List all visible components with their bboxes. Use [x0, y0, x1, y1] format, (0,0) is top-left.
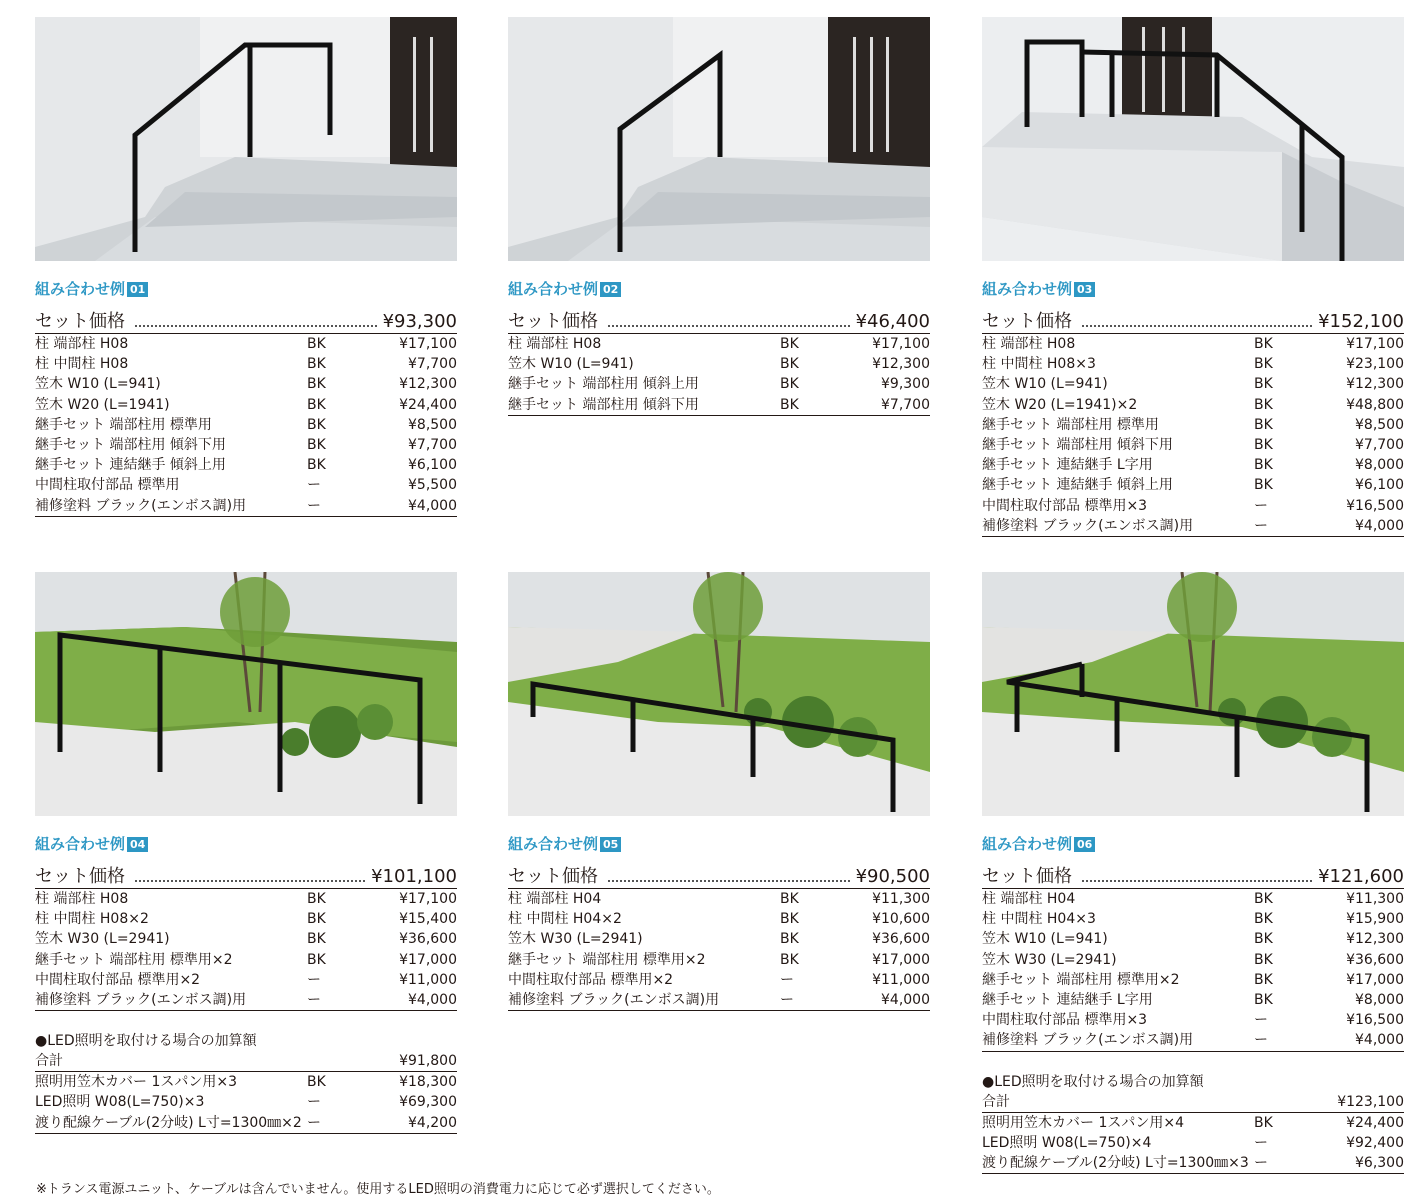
- table-row: [35, 455, 457, 475]
- footnote: ※トランス電源ユニット、ケーブルは含んでいません。使用するLED照明の消費電力に応じて必ず選択してください。: [36, 1182, 720, 1197]
- parts-table: [35, 889, 457, 1011]
- table-row: [508, 990, 930, 1011]
- table-row: [982, 1133, 1404, 1153]
- item-color: BK: [1254, 376, 1273, 393]
- item-name: 継手セット 連結継手 傾斜上用: [35, 457, 226, 474]
- item-name: 補修塗料 ブラック(エンボス調)用: [35, 990, 307, 1011]
- set-price-label: セット価格: [982, 311, 1072, 332]
- example-photo-garden-fence: [508, 572, 930, 816]
- item-price: ¥11,300: [872, 891, 930, 908]
- example-label-text: 組み合わせ例: [35, 835, 126, 853]
- item-price: ¥11,300: [1346, 891, 1404, 908]
- set-price-label: セット価格: [508, 311, 598, 332]
- led-total-label: 合計: [35, 1053, 63, 1070]
- example-label: [508, 279, 930, 299]
- table-row: [35, 475, 457, 495]
- item-price: ¥12,300: [872, 356, 930, 373]
- item-name: 笠木 W20 (L=1941): [35, 396, 170, 413]
- item-price: ¥5,500: [408, 477, 457, 494]
- item-name: 柱 中間柱 H04×3: [982, 911, 1096, 928]
- item-color: BK: [1254, 911, 1273, 928]
- item-color: BK: [307, 437, 326, 454]
- item-color: BK: [780, 336, 799, 353]
- led-total-label: 合計: [982, 1093, 1010, 1110]
- item-price: ¥17,000: [1346, 971, 1404, 988]
- item-color: BK: [780, 931, 799, 948]
- table-row: [982, 889, 1404, 909]
- item-price: ¥69,300: [399, 1094, 457, 1111]
- item-name: 継手セット 端部柱用 傾斜下用: [982, 437, 1173, 454]
- table-row: [508, 950, 930, 970]
- set-price-value: ¥101,100: [371, 866, 457, 887]
- item-color: ー: [307, 1113, 367, 1134]
- item-color: BK: [1254, 356, 1273, 373]
- table-row: [982, 970, 1404, 990]
- table-row: [982, 435, 1404, 455]
- item-price: ¥24,400: [399, 396, 457, 413]
- item-name: 補修塗料 ブラック(エンボス調)用: [982, 516, 1254, 537]
- led-addon-section: [982, 1072, 1404, 1175]
- led-addon-title: ●LED照明を取付ける場合の加算額: [982, 1073, 1204, 1090]
- item-color: BK: [1254, 457, 1273, 474]
- led-addon-section: [35, 1031, 457, 1134]
- item-price: ¥15,400: [399, 911, 457, 928]
- item-name: 補修塗料 ブラック(エンボス調)用: [35, 496, 307, 517]
- example-number-badge: 03: [1074, 282, 1095, 297]
- item-color: BK: [307, 951, 326, 968]
- item-name: 中間柱取付部品 標準用×3: [982, 497, 1148, 514]
- item-price: ¥17,100: [872, 336, 930, 353]
- item-price: ¥48,800: [1346, 396, 1404, 413]
- example-photo-stair-handrail: [35, 17, 457, 261]
- led-addon-title: ●LED照明を取付ける場合の加算額: [35, 1033, 257, 1050]
- table-row: [982, 455, 1404, 475]
- item-name: 継手セット 端部柱用 標準用×2: [508, 951, 706, 968]
- item-price: ¥8,500: [408, 416, 457, 433]
- item-color: BK: [307, 1074, 326, 1091]
- leader-dots: [608, 880, 850, 882]
- parts-table: [508, 889, 930, 1011]
- item-color: ー: [307, 1094, 321, 1111]
- example-photo-stair-handrail: [508, 17, 930, 261]
- table-row: [508, 889, 930, 909]
- set-price-label: セット価格: [508, 866, 598, 887]
- table-row: [982, 950, 1404, 970]
- item-price: ¥8,000: [1355, 992, 1404, 1009]
- item-color: ー: [1254, 1134, 1268, 1151]
- table-row: [508, 909, 930, 929]
- set-price-value: ¥152,100: [1318, 311, 1404, 332]
- example-card-06: [982, 572, 1404, 1174]
- table-row: [35, 990, 457, 1011]
- item-name: 中間柱取付部品 標準用: [35, 477, 180, 494]
- item-name: LED照明 W08(L=750)×4: [982, 1134, 1152, 1151]
- table-row: [508, 354, 930, 374]
- table-row: [35, 354, 457, 374]
- example-number-badge: 04: [127, 837, 148, 852]
- item-name: 笠木 W10 (L=941): [982, 931, 1108, 948]
- led-total-price: ¥91,800: [399, 1053, 457, 1070]
- led-total-row: [982, 1092, 1404, 1113]
- item-price: ¥18,300: [399, 1074, 457, 1091]
- example-label-text: 組み合わせ例: [35, 280, 126, 298]
- table-row: [35, 909, 457, 929]
- table-row: [982, 929, 1404, 949]
- example-card-05: [508, 572, 930, 1011]
- table-row: [508, 374, 930, 394]
- table-row: [982, 415, 1404, 435]
- set-price-row: [982, 307, 1404, 334]
- item-price: ¥17,100: [1346, 336, 1404, 353]
- item-color: BK: [1254, 396, 1273, 413]
- table-row: [982, 395, 1404, 415]
- leader-dots: [1082, 880, 1312, 882]
- item-color: BK: [1254, 477, 1273, 494]
- set-price-value: ¥46,400: [855, 311, 930, 332]
- leader-dots: [608, 325, 850, 327]
- table-row: [508, 334, 930, 354]
- item-color: BK: [780, 376, 799, 393]
- set-price-row: [508, 307, 930, 334]
- item-color: BK: [1254, 891, 1273, 908]
- item-name: 柱 中間柱 H08×2: [35, 911, 149, 928]
- item-color: ー: [307, 477, 321, 494]
- table-row: [982, 1153, 1404, 1174]
- table-row: [35, 950, 457, 970]
- item-price: ¥6,100: [1355, 477, 1404, 494]
- item-name: 中間柱取付部品 標準用×2: [35, 971, 201, 988]
- item-price: ¥7,700: [408, 356, 457, 373]
- item-price: ¥92,400: [1346, 1134, 1404, 1151]
- set-price-row: [508, 862, 930, 889]
- item-name: 笠木 W30 (L=2941): [508, 931, 643, 948]
- example-label: [982, 279, 1404, 299]
- table-row: [982, 1113, 1404, 1133]
- example-photo-garden-fence: [982, 572, 1404, 816]
- item-name: 照明用笠木カバー 1スパン用×3: [35, 1074, 237, 1091]
- example-photo-garden-fence: [35, 572, 457, 816]
- item-name: 継手セット 端部柱用 標準用: [35, 416, 212, 433]
- set-price-value: ¥121,600: [1318, 866, 1404, 887]
- leader-dots: [135, 880, 365, 882]
- item-color: BK: [307, 396, 326, 413]
- example-card-04: [35, 572, 457, 1134]
- item-color: ー: [1254, 1012, 1268, 1029]
- example-label: [982, 834, 1404, 854]
- item-name: 笠木 W10 (L=941): [982, 376, 1108, 393]
- example-card-02: [508, 17, 930, 416]
- item-price: ¥4,000: [367, 496, 457, 517]
- item-price: ¥17,100: [399, 891, 457, 908]
- item-color: BK: [307, 356, 326, 373]
- item-name: 笠木 W20 (L=1941)×2: [982, 396, 1138, 413]
- item-color: ー: [307, 496, 367, 517]
- item-color: BK: [780, 911, 799, 928]
- item-price: ¥12,300: [1346, 931, 1404, 948]
- item-name: 柱 中間柱 H08: [35, 356, 129, 373]
- item-name: 柱 端部柱 H08: [982, 336, 1076, 353]
- item-price: ¥4,000: [840, 990, 930, 1011]
- set-price-row: [35, 862, 457, 889]
- item-color: ー: [1254, 516, 1314, 537]
- table-row: [982, 496, 1404, 516]
- item-name: 柱 中間柱 H08×3: [982, 356, 1096, 373]
- item-name: 笠木 W10 (L=941): [508, 356, 634, 373]
- item-price: ¥7,700: [408, 437, 457, 454]
- item-name: 柱 端部柱 H08: [35, 336, 129, 353]
- item-name: 中間柱取付部品 標準用×2: [508, 971, 674, 988]
- example-number-badge: 05: [600, 837, 621, 852]
- set-price-label: セット価格: [35, 866, 125, 887]
- example-number-badge: 01: [127, 282, 148, 297]
- table-row: [982, 374, 1404, 394]
- item-price: ¥6,300: [1314, 1153, 1404, 1174]
- item-name: 照明用笠木カバー 1スパン用×4: [982, 1114, 1184, 1131]
- example-label: [35, 834, 457, 854]
- set-price-label: セット価格: [35, 311, 125, 332]
- item-price: ¥4,000: [1314, 516, 1404, 537]
- led-total-price: ¥123,100: [1337, 1093, 1404, 1110]
- item-name: 継手セット 端部柱用 標準用×2: [982, 971, 1180, 988]
- table-row: [35, 1092, 457, 1112]
- item-name: 補修塗料 ブラック(エンボス調)用: [508, 990, 780, 1011]
- table-row: [508, 970, 930, 990]
- example-number-badge: 06: [1074, 837, 1095, 852]
- item-price: ¥7,700: [840, 395, 930, 416]
- parts-table: [982, 889, 1404, 1052]
- table-row: [982, 1010, 1404, 1030]
- table-row: [35, 415, 457, 435]
- item-price: ¥4,000: [1314, 1030, 1404, 1051]
- item-name: 渡り配線ケーブル(2分岐) L寸=1300㎜×2: [35, 1113, 307, 1134]
- item-name: 柱 端部柱 H04: [508, 891, 602, 908]
- item-color: ー: [780, 990, 840, 1011]
- item-price: ¥36,600: [872, 931, 930, 948]
- set-price-value: ¥90,500: [855, 866, 930, 887]
- table-row: [35, 1113, 457, 1134]
- item-color: BK: [307, 416, 326, 433]
- item-color: BK: [780, 356, 799, 373]
- table-row: [982, 909, 1404, 929]
- item-color: BK: [1254, 971, 1273, 988]
- item-price: ¥23,100: [1346, 356, 1404, 373]
- item-name: 中間柱取付部品 標準用×3: [982, 1012, 1148, 1029]
- item-color: BK: [1254, 336, 1273, 353]
- example-photo-stair-handrail: [982, 17, 1404, 261]
- table-row: [982, 990, 1404, 1010]
- item-price: ¥12,300: [1346, 376, 1404, 393]
- item-price: ¥16,500: [1346, 1012, 1404, 1029]
- table-row: [982, 516, 1404, 537]
- table-row: [35, 374, 457, 394]
- item-name: 柱 端部柱 H04: [982, 891, 1076, 908]
- item-name: 柱 中間柱 H04×2: [508, 911, 622, 928]
- parts-table: [35, 334, 457, 517]
- item-color: BK: [307, 931, 326, 948]
- item-color: BK: [1254, 951, 1273, 968]
- set-price-row: [982, 862, 1404, 889]
- table-row: [35, 929, 457, 949]
- item-color: ー: [780, 971, 794, 988]
- item-name: 継手セット 端部柱用 傾斜下用: [35, 437, 226, 454]
- item-color: BK: [1254, 992, 1273, 1009]
- table-row: [35, 435, 457, 455]
- item-name: 笠木 W30 (L=2941): [982, 951, 1117, 968]
- item-name: 補修塗料 ブラック(エンボス調)用: [982, 1030, 1254, 1051]
- item-name: 継手セット 端部柱用 標準用: [982, 416, 1159, 433]
- item-color: ー: [1254, 497, 1268, 514]
- item-color: BK: [307, 911, 326, 928]
- item-price: ¥10,600: [872, 911, 930, 928]
- item-color: BK: [307, 891, 326, 908]
- item-name: 柱 端部柱 H08: [508, 336, 602, 353]
- item-price: ¥11,000: [872, 971, 930, 988]
- item-name: 渡り配線ケーブル(2分岐) L寸=1300㎜×3: [982, 1153, 1254, 1174]
- example-card-01: [35, 17, 457, 517]
- example-label-text: 組み合わせ例: [508, 835, 599, 853]
- table-row: [982, 1030, 1404, 1051]
- table-row: [508, 929, 930, 949]
- table-row: [35, 889, 457, 909]
- item-price: ¥36,600: [1346, 951, 1404, 968]
- item-price: ¥8,500: [1355, 416, 1404, 433]
- led-parts-table: [982, 1113, 1404, 1175]
- parts-table: [508, 334, 930, 416]
- table-row: [35, 496, 457, 517]
- item-price: ¥17,000: [872, 951, 930, 968]
- example-label-text: 組み合わせ例: [982, 835, 1073, 853]
- item-name: 柱 端部柱 H08: [35, 891, 129, 908]
- item-color: BK: [307, 336, 326, 353]
- set-price-label: セット価格: [982, 866, 1072, 887]
- example-label: [508, 834, 930, 854]
- item-price: ¥36,600: [399, 931, 457, 948]
- item-name: 継手セット 端部柱用 傾斜上用: [508, 376, 699, 393]
- item-price: ¥8,000: [1355, 457, 1404, 474]
- item-name: 継手セット 連結継手 傾斜上用: [982, 477, 1173, 494]
- set-price-value: ¥93,300: [382, 311, 457, 332]
- table-row: [35, 334, 457, 354]
- table-row: [982, 354, 1404, 374]
- item-price: ¥12,300: [399, 376, 457, 393]
- item-color: ー: [1254, 1030, 1314, 1051]
- item-name: LED照明 W08(L=750)×3: [35, 1094, 205, 1111]
- item-price: ¥9,300: [881, 376, 930, 393]
- table-row: [508, 395, 930, 416]
- item-color: BK: [1254, 437, 1273, 454]
- item-price: ¥17,000: [399, 951, 457, 968]
- item-color: BK: [307, 376, 326, 393]
- item-name: 継手セット 連結継手 L字用: [982, 992, 1153, 1009]
- item-color: BK: [780, 951, 799, 968]
- table-row: [35, 970, 457, 990]
- item-color: ー: [307, 990, 367, 1011]
- item-color: BK: [1254, 416, 1273, 433]
- example-label-text: 組み合わせ例: [508, 280, 599, 298]
- item-name: 笠木 W30 (L=2941): [35, 931, 170, 948]
- item-color: ー: [307, 971, 321, 988]
- item-color: BK: [780, 395, 840, 416]
- item-name: 笠木 W10 (L=941): [35, 376, 161, 393]
- set-price-row: [35, 307, 457, 334]
- example-label-text: 組み合わせ例: [982, 280, 1073, 298]
- item-name: 継手セット 端部柱用 標準用×2: [35, 951, 233, 968]
- example-label: [35, 279, 457, 299]
- leader-dots: [1082, 325, 1312, 327]
- item-price: ¥15,900: [1346, 911, 1404, 928]
- item-price: ¥4,000: [367, 990, 457, 1011]
- item-price: ¥16,500: [1346, 497, 1404, 514]
- item-price: ¥4,200: [367, 1113, 457, 1134]
- led-total-row: [35, 1051, 457, 1072]
- item-name: 継手セット 連結継手 L字用: [982, 457, 1153, 474]
- item-price: ¥17,100: [399, 336, 457, 353]
- table-row: [35, 395, 457, 415]
- table-row: [35, 1072, 457, 1092]
- item-color: BK: [307, 457, 326, 474]
- item-name: 継手セット 端部柱用 傾斜下用: [508, 395, 780, 416]
- led-parts-table: [35, 1072, 457, 1134]
- table-row: [982, 475, 1404, 495]
- item-price: ¥11,000: [399, 971, 457, 988]
- item-color: BK: [1254, 931, 1273, 948]
- example-number-badge: 02: [600, 282, 621, 297]
- leader-dots: [135, 325, 377, 327]
- table-row: [982, 334, 1404, 354]
- item-color: ー: [1254, 1153, 1314, 1174]
- item-price: ¥7,700: [1355, 437, 1404, 454]
- item-price: ¥24,400: [1346, 1114, 1404, 1131]
- example-card-03: [982, 17, 1404, 537]
- parts-table: [982, 334, 1404, 537]
- item-color: BK: [1254, 1114, 1273, 1131]
- item-price: ¥6,100: [408, 457, 457, 474]
- item-color: BK: [780, 891, 799, 908]
